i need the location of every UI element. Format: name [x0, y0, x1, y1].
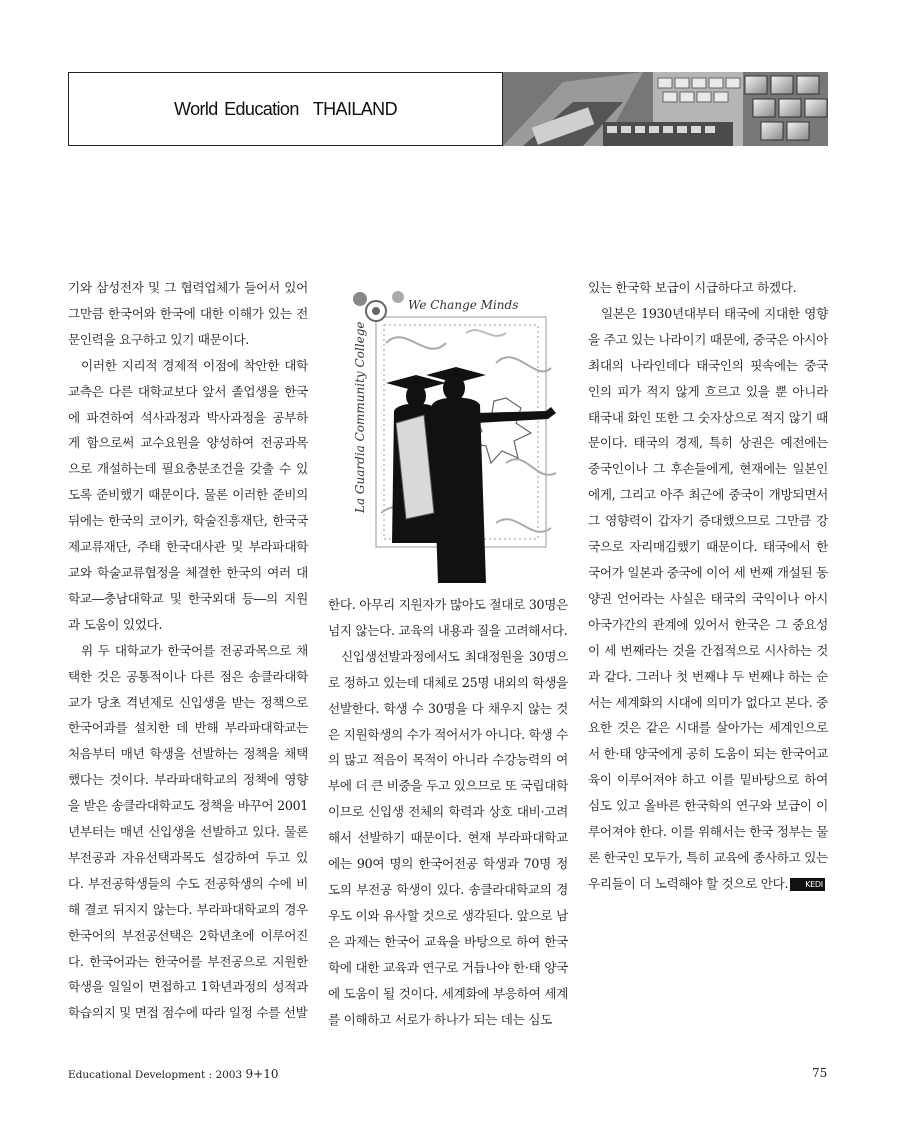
text-column-2 — [328, 592, 568, 1032]
end-mark-logo: KEDI — [790, 878, 825, 891]
keyboard-photo-illustration — [503, 72, 828, 146]
journal-name: Educational Development : 2003 — [68, 1069, 243, 1081]
journal-issue: 9+10 — [245, 1067, 279, 1081]
journal-footer — [68, 1067, 279, 1081]
paragraph — [588, 301, 828, 897]
text-column-3 — [588, 275, 828, 897]
paragraph: 이러한 지리적 경제적 이점에 착안한 대학교측은 다른 대학교보다 앞서 졸업생을 한국에 파견하여 석사과정과 박사과정을 공부하게 함으로써 교수요원을 양성하여 전공과목으로 개설하는데 필요충분조건을 갖출 수 있도록 준비했기 때문이다. 물론 이러한 준비의 뒤에는 한국의 코이카, 학술진흥재단, 한국국제교류재단, 주태 한국대사관 및 부라파대학교와 학술교류협정을 체결한 한국의 여러 대학교―충남대학교 및 한국외대 등―의 지원과 도움이 있었다. — [68, 357, 308, 632]
figure-college-name: La Guardia Community College — [353, 321, 367, 513]
paragraph: 있는 한국학 보급이 시급하다고 하겠다. — [588, 280, 797, 295]
paragraph: 기와 삼성전자 및 그 협력업체가 들어서 있어 그만큼 한국어와 한국에 대한 이해가 있는 전문인력을 요구하고 있기 때문이다. — [68, 280, 308, 347]
graduates-illustration — [346, 283, 564, 585]
text-column-1 — [68, 275, 308, 1026]
figure-slogan: We Change Minds — [408, 298, 519, 312]
header-photo — [503, 72, 828, 146]
paragraph: 위 두 대학교가 한국어를 전공과목으로 채택한 것은 공통적이나 다른 점은 송클라대학교가 당초 격년제로 신입생을 받는 정책으로 한국어과를 설치한 데 반해 부라파대학교는 처음부터 매년 학생을 선발하는 정책을 채택했다는 것이다. 부라파대학교의 정책에 영향을 받은 송클라대학교도 정책을 바꾸어 2001년부터는 매년 신입생을 선발하고 있다. 물론 부전공과 자유선택과목도 설강하여 두고 있다. 부전공학생들의 수도 전공학생의 수에 비해 결코 뒤지지 않는다. 부라파대학교의 경우 한국어의 부전공선택은 2학년초에 이루어진다. 한국어과는 한국어를 부전공으로 지원한 학생을 일일이 면접하고 1학년과정의 성적과 학습의지 및 면접 점수에 따라 일정 수를 선발 — [68, 642, 308, 1021]
page-title — [174, 99, 397, 120]
header-box — [68, 72, 503, 146]
college-poster-figure — [346, 283, 564, 585]
paragraph: 한다. 아무리 지원자가 많아도 절대로 30명은 넘지 않는다. 교육의 내용과 질을 고려해서다. — [328, 597, 568, 638]
page-number: 75 — [812, 1066, 828, 1080]
paragraph-text: 일본은 1930년대부터 태국에 지대한 영향을 주고 있는 나라이기 때문에, 중국은 아시아 최대의 나라인데다 태국인의 핏속에는 중국인의 피가 적지 않게 흐르고 있을 뿐 아니라 태국내 화인 또한 그 숫자상으로 적지 않기 때문이다. 태국의 경제, 특히 상권은 예전에는 중국인이나 그 후손들에게, 현재에는 일본인에게, 그리고 아주 최근에 중국이 개방되면서 그 영향력이 갑자기 증대했으므로 그만큼 강국으로 자리매김했기 때문이다. 태국에서 한국어가 일본과 중국에 이어 세 번째 개설된 동양권 언어라는 사실은 태국의 국익이나 아시아국가간의 관계에 있어서 한국은 그 중요성이 세 번째라는 것을 간접적으로 시사하는 것과 같다. 그러나 첫 번째냐 두 번째냐 하는 순서는 세계화의 시대에 의미가 없다고 본다. 중요한 것은 같은 시대를 살아가는 세계인으로서 한·태 양국에게 공히 도움이 되는 한국어교육이 이루어져야 하고 이를 밑바탕으로 하여 심도 있고 올바른 한국학의 연구와 보급이 이루어져야 한다. 이를 위해서는 한국 정부는 물론 한국인 모두가, 특히 교육에 종사하고 있는 우리들이 더 노력해야 할 것으로 안다. — [588, 305, 828, 891]
country-title: THAILAND — [312, 98, 397, 119]
paragraph: 신입생선발과정에서도 최대정원을 30명으로 정하고 있는데 대체로 25명 내외의 학생을 선발한다. 학생 수 30명을 다 채우지 않는 것은 지원학생의 수가 적어서가 아니다. 학생 수의 많고 적음이 목적이 아니라 수강능력의 여부에 더 큰 비중을 두고 있으므로 또 국립대학이므로 신입생 전체의 학력과 상호 대비·고려해서 선발하기 때문이다. 현재 부라파대학교에는 90여 명의 한국어전공 학생과 70명 정도의 부전공 학생이 있다. 송클라대학교의 경우도 이와 유사할 것으로 생각된다. 앞으로 남은 과제는 한국어 교육을 바탕으로 하여 한국학에 대한 교육과 연구로 거듭나야 한·태 양국에 도움이 될 것이다. 세계화에 부응하여 세계를 이해하고 서로가 하나가 되는 데는 심도 — [328, 648, 568, 1027]
section-title: World Education — [174, 98, 299, 119]
